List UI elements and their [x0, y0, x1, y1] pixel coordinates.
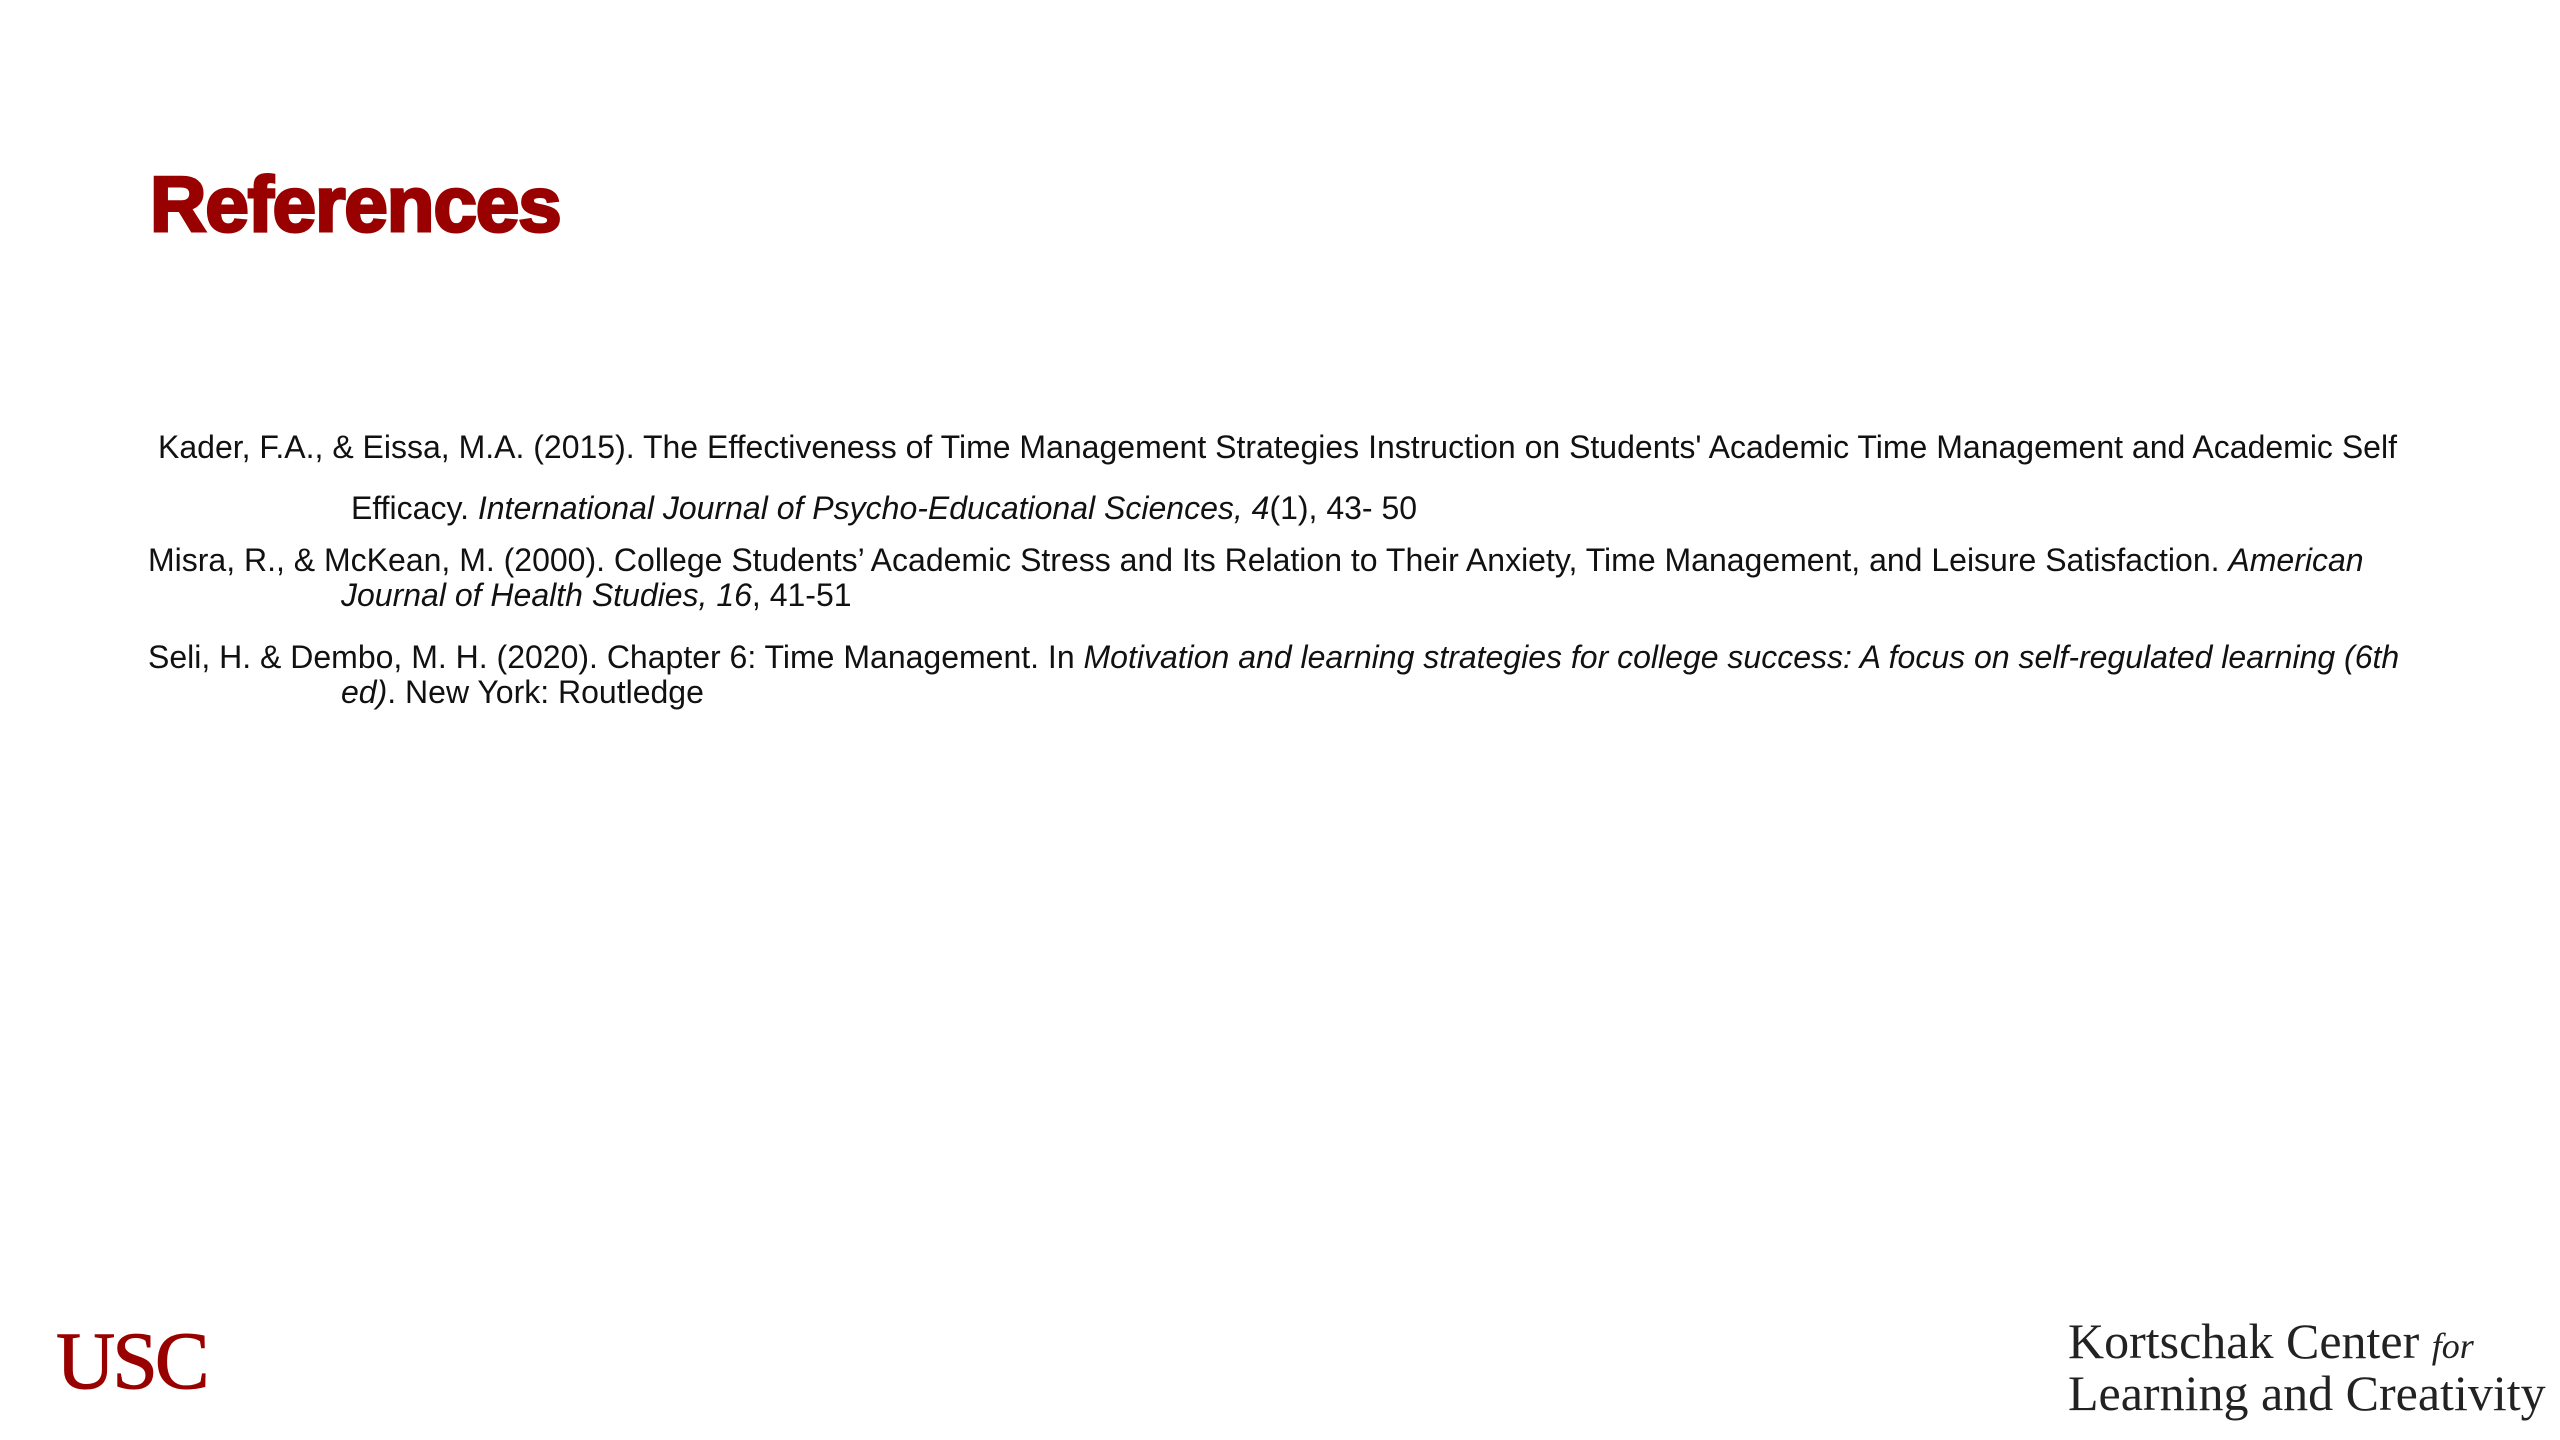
- kortschak-center-logo: [2068, 1313, 2546, 1421]
- reference-text: Misra, R., & McKean, M. (2000). College Students’ Academic Stress and Its Relation to Their Anxiety, Time Management, and Leisure Satisfaction.: [148, 542, 2229, 578]
- reference-journal: International Journal of Psycho-Educational Sciences, 4: [477, 490, 1270, 526]
- reference-pages: , 41-51: [751, 577, 852, 613]
- reference-book-title: Motivation and learning strategies for college success: A focus on self-regulated learning (6th ed): [341, 639, 2409, 710]
- slide-title: References: [150, 160, 561, 248]
- reference-kader-eissa: [158, 417, 2458, 539]
- reference-journal: American Journal of Health Studies, 16: [341, 542, 2373, 613]
- reference-text: Kader, F.A., & Eissa, M.A. (2015). The Effectiveness of Time Management Strategies Instruction on Students' Academic Time Management and Academic Self Efficacy.: [158, 429, 2406, 526]
- reference-seli-dembo: [148, 640, 2448, 710]
- reference-pages: (1), 43- 50: [1269, 490, 1418, 526]
- reference-misra-mckean: [148, 543, 2448, 613]
- reference-publisher: . New York: Routledge: [387, 674, 704, 710]
- kortschak-logo-line1: [2068, 1313, 2546, 1370]
- reference-text: Seli, H. & Dembo, M. H. (2020). Chapter 6: Time Management. In: [148, 639, 1084, 675]
- kortschak-logo-name: Kortschak Center: [2068, 1313, 2420, 1369]
- usc-logo: USC: [56, 1315, 207, 1406]
- kortschak-logo-line2: Learning and Creativity: [2068, 1365, 2546, 1421]
- kortschak-logo-for: for: [2431, 1326, 2474, 1366]
